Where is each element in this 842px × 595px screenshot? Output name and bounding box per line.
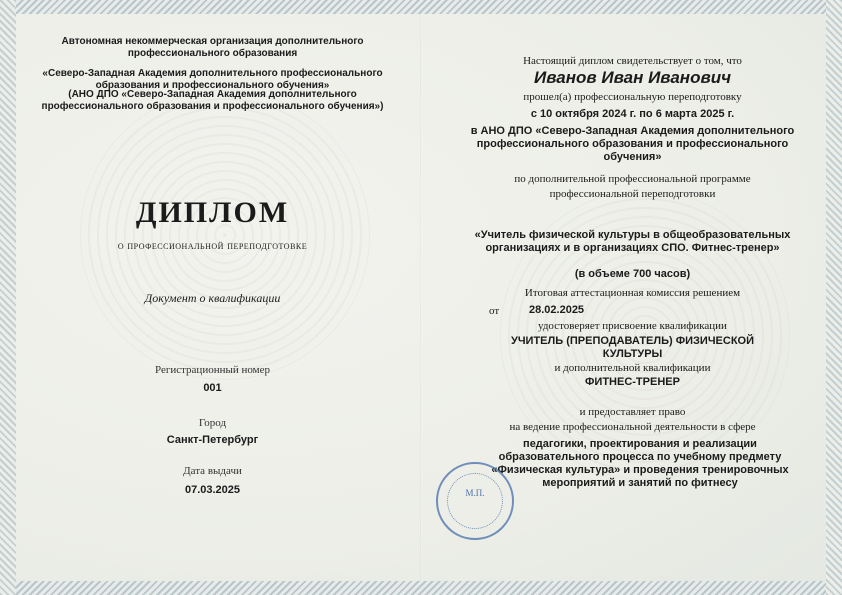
program-label-2: профессиональной переподготовки (549, 188, 716, 200)
additional-qualification: ФИТНЕС-ТРЕНЕР (585, 376, 680, 388)
border-top (0, 0, 842, 14)
issue-date: 07.03.2025 (184, 484, 241, 496)
org-name-line1: Автономная некоммерческая организация дополнительного профессионального образования (61, 36, 364, 59)
certifies-text: удостоверяет присвоение квалификации (538, 320, 727, 332)
border-left (0, 0, 16, 595)
border-bottom (0, 581, 842, 595)
org-name-line3: (АНО ДПО «Северо-Западная Академия дополнительного профессионального образования и профессионального обучения») (41, 89, 384, 112)
document-type: Документ о квалификации (144, 291, 281, 305)
reg-number: 001 (203, 382, 222, 394)
commission-text: Итоговая аттестационная комиссия решением (524, 287, 741, 299)
seal-stamp (436, 462, 514, 540)
intro-text: Настоящий диплом свидетельствует о том, что (523, 55, 742, 67)
city: Санкт-Петербург (166, 434, 259, 446)
program-name: «Учитель физической культуры в общеобразовательных организациях и в организациях СПО. Фитнес-тренер» (474, 229, 791, 254)
seal-label: М.П. (465, 488, 485, 498)
study-period: с 10 октября 2024 г. по 6 марта 2025 г. (530, 108, 735, 120)
diploma-subtitle: о профессиональной переподготовке (117, 240, 308, 252)
professional-activity-text: на ведение профессиональной деятельности в сфере (509, 421, 756, 433)
seal-inner-ring (447, 473, 503, 529)
program-hours: (в объеме 700 часов) (574, 268, 691, 280)
decision-from-label: от (489, 305, 500, 317)
grants-right-text: и предоставляет право (579, 406, 686, 418)
reg-number-label: Регистрационный номер (154, 364, 271, 376)
decision-date: 28.02.2025 (529, 304, 585, 316)
org-name-line2: «Северо-Западная Академия дополнительного профессионального образования и профессионального обучения» (42, 68, 383, 91)
recipient-name: Иванов Иван Иванович (533, 68, 732, 87)
issue-date-label: Дата выдачи (183, 465, 242, 477)
additional-qualification-label: и дополнительной квалификации (554, 362, 711, 374)
program-label-1: по дополнительной профессиональной программе (514, 173, 751, 185)
diploma-title: ДИПЛОМ (135, 196, 290, 229)
watermark-rosette-left (80, 90, 370, 380)
qualification: УЧИТЕЛЬ (ПРЕПОДАВАТЕЛЬ) ФИЗИЧЕСКОЙ КУЛЬТУРЫ (510, 335, 755, 360)
border-right (826, 0, 842, 595)
activity-field: педагогики, проектирования и реализации образовательного процесса по учебному предмету «Физическая культура» и проведения тренировочных мероприятий и занятий по фитнесу (491, 438, 789, 489)
city-label: Город (198, 417, 227, 429)
center-fold (420, 14, 422, 581)
org-in-text: в АНО ДПО «Северо-Западная Академия дополнительного профессионального образования и профессионального обучения» (470, 125, 795, 163)
passed-text: прошел(а) профессиональную переподготовку (523, 91, 742, 103)
